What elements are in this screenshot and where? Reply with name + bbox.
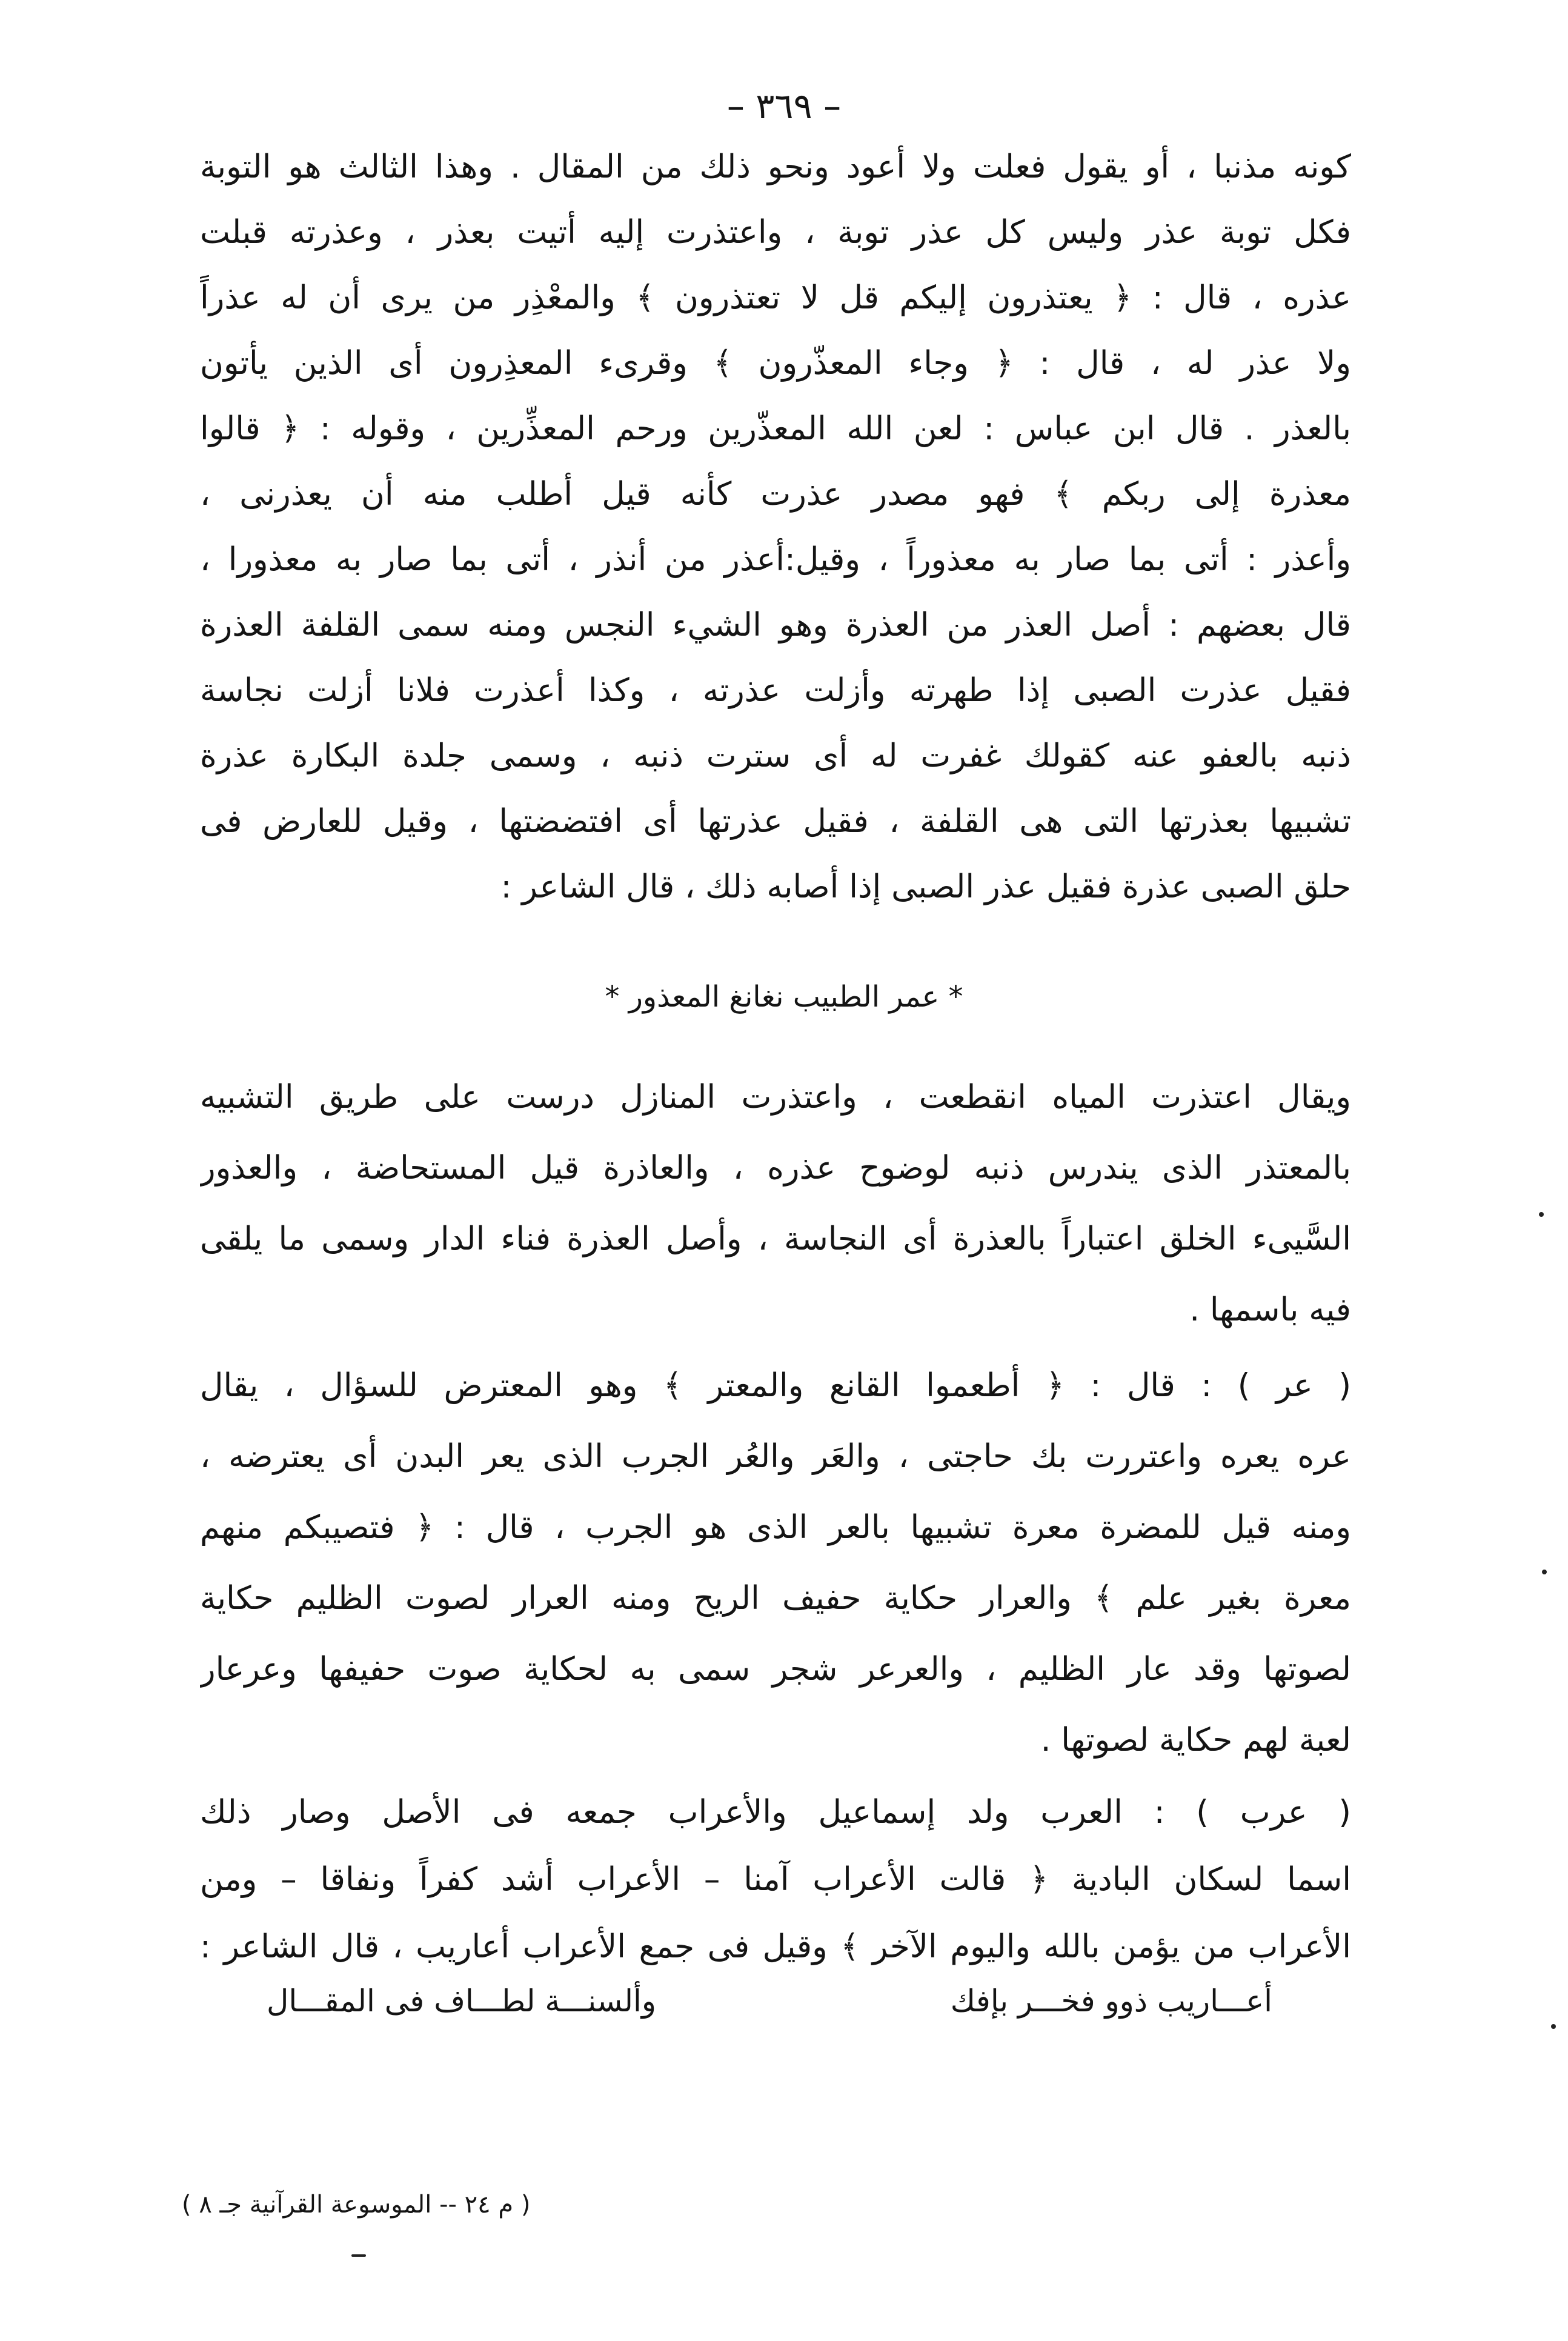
- paragraph-itidhar: [200, 1062, 1351, 1345]
- scan-speck: [1542, 1570, 1547, 1574]
- text-line: ( عر ) : قال : ﴿ أطعموا القانع والمعتر ﴾ وهو المعترض للسؤال ، يقال: [200, 1367, 1351, 1404]
- text-line: فيه باسمها .: [1189, 1291, 1351, 1328]
- footer-reference: ( م ٢٤ -- الموسوعة القرآنية جـ ٨ ): [182, 2191, 531, 2219]
- text-line: فقيل عذرت الصبى إذا طهرته وأزلت عذرته ، وكذا أعذرت فلانا أزلت نجاسة: [200, 672, 1351, 709]
- text-line: ( عرب ) : العرب ولد إسماعيل والأعراب جمعه فى الأصل وصار ذلك: [200, 1794, 1351, 1831]
- text-line: تشبيها بعذرتها التى هى القلفة ، فقيل عذرتها أى افتضضتها ، وقيل للعارض فى: [200, 803, 1351, 840]
- text-line: بالمعتذر الذى يندرس ذنبه لوضوح عذره ، والعاذرة قيل المستحاضة ، والعذور: [200, 1150, 1351, 1187]
- page-number: – ٣٦٩ –: [726, 85, 842, 127]
- text-line: قال بعضهم : أصل العذر من العذرة وهو الشيء النجس ومنه سمى القلفة العذرة: [200, 607, 1351, 644]
- text-line: الأعراب من يؤمن بالله واليوم الآخر ﴾ وقيل فى جمع الأعراب أعاريب ، قال الشاعر :: [200, 1928, 1351, 1965]
- entry-arr: [200, 1350, 1351, 1776]
- text-line: ويقال اعتذرت المياه انقطعت ، واعتذرت المنازل درست على طريق التشبيه: [200, 1079, 1351, 1116]
- text-line: بالعذر . قال ابن عباس : لعن الله المعذّرين ورحم المعذِّرين ، وقوله : ﴿ قالوا: [200, 410, 1351, 447]
- text-line: اسما لسكان البادية ﴿ قالت الأعراب آمنا – الأعراب أشد كفراً ونفاقا – ومن: [200, 1861, 1351, 1898]
- text-line: لصوتها وقد عار الظليم ، والعرعر شجر سمى به لحكاية صوت حفيفها وعرعار: [200, 1651, 1351, 1688]
- text-line: معرة بغير علم ﴾ والعرار حكاية حفيف الريح ومنه العرار لصوت الظليم حكاية: [200, 1580, 1351, 1617]
- text-line: معذرة إلى ربكم ﴾ فهو مصدر عذرت كأنه قيل أطلب منه أن يعذرنى ،: [200, 476, 1351, 513]
- text-line: عذره ، قال : ﴿ يعتذرون إليكم قل لا تعتذرون ﴾ والمعْذِر من يرى أن له عذراً: [200, 279, 1351, 316]
- text-line: وأعذر : أتى بما صار به معذوراً ، وقيل:أعذر من أنذر ، أتى بما صار به معذورا ،: [200, 541, 1351, 578]
- scan-speck: [1551, 2024, 1556, 2029]
- text-line: حلق الصبى عذرة فقيل عذر الصبى إذا أصابه ذلك ، قال الشاعر :: [500, 868, 1351, 905]
- text-line: كونه مذنبا ، أو يقول فعلت ولا أعود ونحو ذلك من المقال . وهذا الثالث هو التوبة: [200, 148, 1351, 185]
- text-line: ذنبه بالعفو عنه كقولك غفرت له أى سترت ذنبه ، وسمى جلدة البكارة عذرة: [200, 738, 1351, 774]
- text-line: فكل توبة عذر وليس كل عذر توبة ، واعتذرت إليه أتيت بعذر ، وعذرته قبلت: [200, 214, 1351, 251]
- scan-speck: [351, 2254, 366, 2257]
- poem-hemistich-left: وألسنـــة لطـــاف فى المقـــال: [267, 1983, 657, 2019]
- text-line: ولا عذر له ، قال : ﴿ وجاء المعذّرون ﴾ وقرىء المعذِرون أى الذين يأتون: [200, 345, 1351, 382]
- paragraph-udhr: [200, 135, 1351, 920]
- entry-arab: [200, 1779, 1351, 1980]
- scan-speck: [1539, 1212, 1544, 1217]
- text-line: عره يعره واعتررت بك حاجتى ، والعَر والعُر الجرب الذى يعر البدن أى يعترضه ،: [200, 1438, 1351, 1475]
- poem-hemistich-right: أعـــاريب ذوو فخـــر بإفك: [950, 1983, 1272, 2019]
- text-line: ومنه قيل للمضرة معرة تشبيها بالعر الذى هو الجرب ، قال : ﴿ فتصيبكم منهم: [200, 1509, 1351, 1546]
- verse-quote: * عمر الطبيب نغانغ المعذور *: [605, 980, 963, 1014]
- text-line: لعبة لهم حكاية لصوتها .: [1040, 1722, 1351, 1759]
- text-line: السَّيىء الخلق اعتباراً بالعذرة أى النجاسة ، وأصل العذرة فناء الدار وسمى ما يلقى: [200, 1220, 1351, 1257]
